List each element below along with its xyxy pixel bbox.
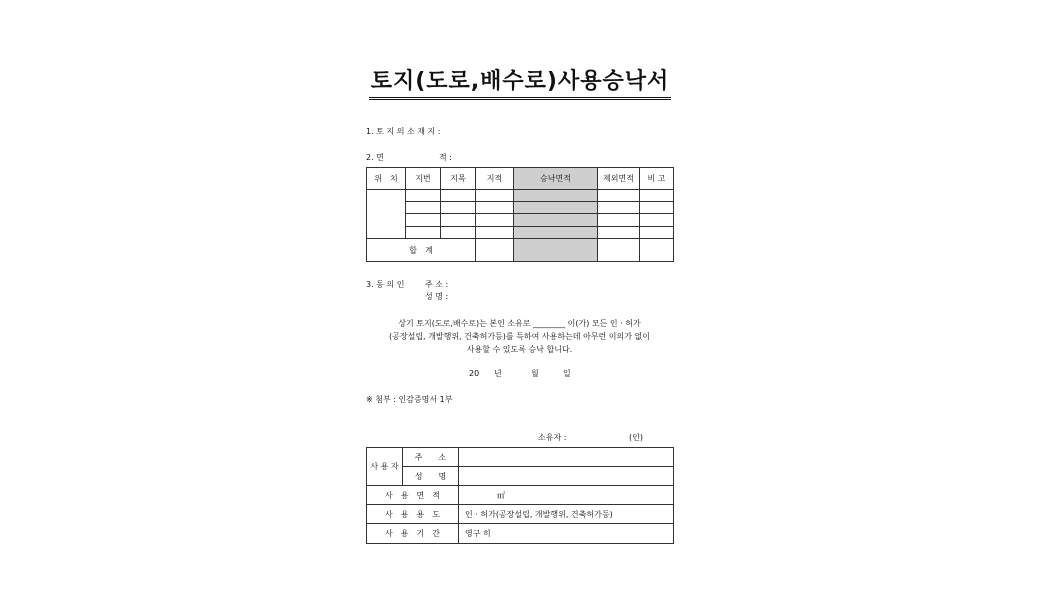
header-remarks: 비 고	[640, 168, 674, 190]
document-title: 토지(도로,배수로)사용승낙서	[369, 68, 672, 100]
usage-purpose-value[interactable]: 인 · 허가(공장설립, 개발행위, 건축허가등)	[459, 505, 674, 524]
table-cell[interactable]	[514, 214, 598, 226]
header-location: 위 치	[367, 168, 406, 190]
table-cell[interactable]	[514, 189, 598, 201]
table-cell[interactable]	[640, 202, 674, 214]
table-cell[interactable]	[598, 202, 640, 214]
table-cell[interactable]	[514, 202, 598, 214]
document-title-wrap	[0, 68, 1040, 100]
owner-label: 소유자 :	[538, 433, 567, 442]
table-cell[interactable]	[476, 226, 514, 238]
total-cell[interactable]	[598, 239, 640, 262]
table-cell[interactable]	[640, 189, 674, 201]
user-name-value[interactable]	[459, 467, 674, 486]
land-location-label: 1. 토 지 의 소 재 지 :	[366, 127, 441, 136]
usage-period-label: 사 용 기 간	[367, 524, 459, 544]
user-label: 사 용 자	[367, 448, 403, 486]
table-cell[interactable]	[514, 226, 598, 238]
header-approved-area: 승낙면적	[514, 168, 598, 190]
area-label-prefix: 2. 면	[366, 153, 384, 162]
attachment-note: ※ 첨부 : 인감증명서 1부	[366, 395, 453, 404]
consenter-label: 3. 동 의 인	[366, 280, 405, 289]
total-label: 합 계	[367, 239, 476, 262]
consent-line-3: 사용할 수 있도록 승낙 합니다.	[466, 345, 573, 354]
usage-area-label: 사 용 면 적	[367, 486, 459, 505]
user-address-label: 주 소	[403, 448, 459, 467]
owner-seal: (인)	[629, 433, 643, 442]
header-lot-number: 지번	[406, 168, 441, 190]
consent-paragraph	[366, 317, 673, 356]
consenter-address-label: 주 소 :	[425, 280, 449, 289]
area-table	[366, 167, 674, 262]
header-excluded-area: 제외면적	[598, 168, 640, 190]
user-address-value[interactable]	[459, 448, 674, 467]
header-land-area: 지적	[476, 168, 514, 190]
table-cell[interactable]	[406, 226, 441, 238]
usage-purpose-label: 사 용 용 도	[367, 505, 459, 524]
consent-line-1: 상기 토지(도로,배수로)는 본인 소유로 ________ 이(가) 모든 인 · 허가	[398, 319, 641, 328]
table-cell[interactable]	[640, 226, 674, 238]
total-approved-cell[interactable]	[514, 239, 598, 262]
table-cell[interactable]	[406, 189, 441, 201]
date-year: 년	[494, 369, 502, 378]
table-cell[interactable]	[441, 189, 476, 201]
table-cell[interactable]	[598, 214, 640, 226]
consenter-name-label: 성 명 :	[425, 292, 449, 301]
date-month: 월	[531, 369, 539, 378]
table-cell[interactable]	[406, 202, 441, 214]
date-day: 일	[563, 369, 571, 378]
area-label-suffix: 적 :	[439, 153, 452, 162]
table-cell[interactable]	[476, 202, 514, 214]
table-cell[interactable]	[441, 214, 476, 226]
consent-line-2: (공장설립, 개발행위, 건축허가등)를 득하여 사용하는데 아무런 이의가 없이	[389, 332, 650, 341]
table-cell[interactable]	[441, 202, 476, 214]
usage-area-unit[interactable]: ㎡	[459, 486, 674, 505]
table-cell[interactable]	[598, 226, 640, 238]
table-cell[interactable]	[640, 214, 674, 226]
user-table	[366, 447, 674, 544]
user-name-label: 성 명	[403, 467, 459, 486]
total-cell[interactable]	[640, 239, 674, 262]
table-cell[interactable]	[476, 189, 514, 201]
table-cell[interactable]	[598, 189, 640, 201]
location-cell[interactable]	[367, 189, 406, 239]
usage-period-value[interactable]: 영구 히	[459, 524, 674, 544]
table-cell[interactable]	[476, 214, 514, 226]
date-year-prefix: 20	[469, 369, 480, 378]
table-cell[interactable]	[441, 226, 476, 238]
table-cell[interactable]	[406, 214, 441, 226]
header-land-category: 지목	[441, 168, 476, 190]
total-cell[interactable]	[476, 239, 514, 262]
